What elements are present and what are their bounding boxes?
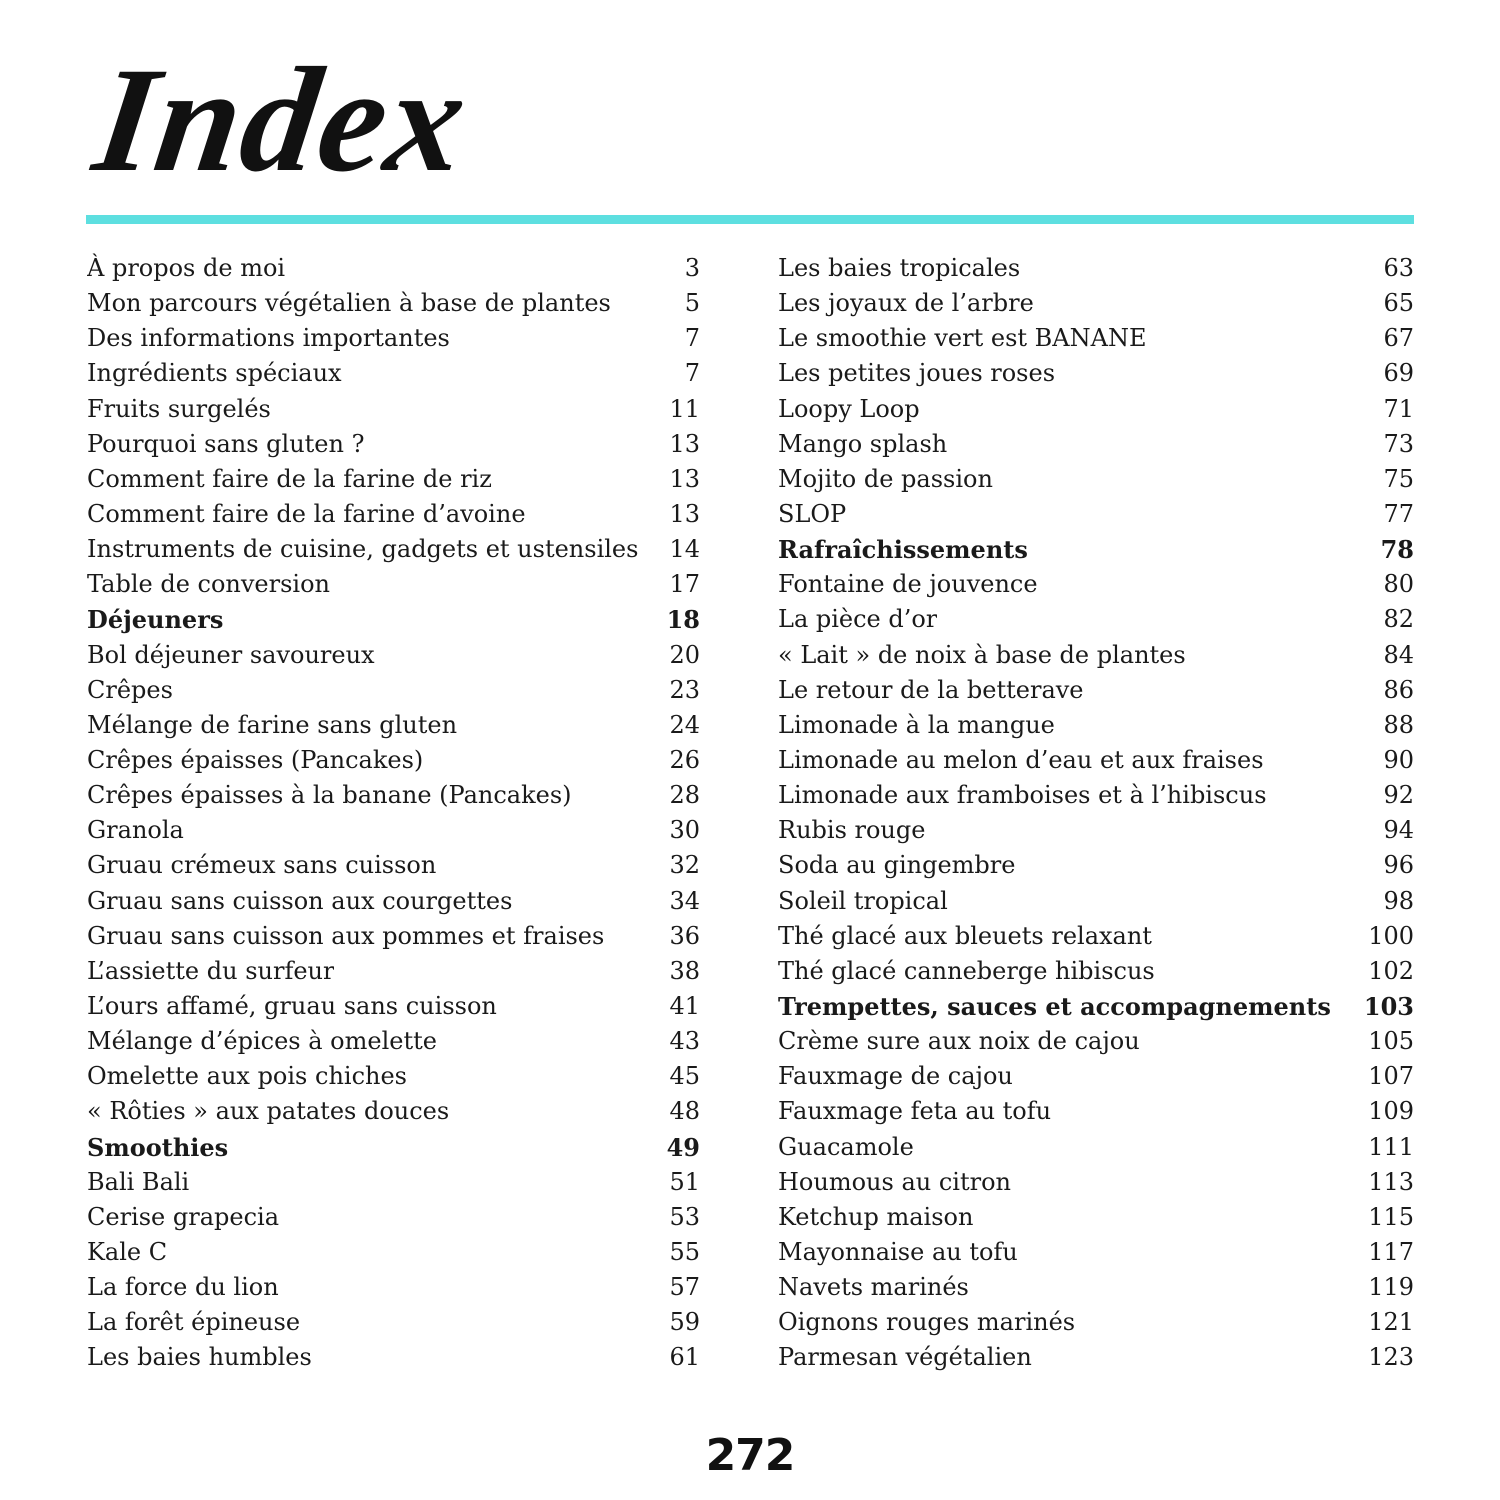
entry-page-number: 71 bbox=[1383, 394, 1414, 423]
index-entry bbox=[778, 1305, 1414, 1340]
entry-page-number: 80 bbox=[1383, 570, 1414, 599]
entry-page-number: 28 bbox=[669, 781, 700, 810]
entry-page-number: 20 bbox=[669, 640, 700, 669]
index-entry bbox=[87, 708, 700, 743]
entry-label: Mélange de farine sans gluten bbox=[87, 710, 458, 739]
entry-label: Fauxmage de cajou bbox=[778, 1062, 1013, 1091]
entry-page-number: 123 bbox=[1368, 1343, 1414, 1372]
entry-label: Gruau crémeux sans cuisson bbox=[87, 851, 437, 880]
entry-label: Thé glacé canneberge hibiscus bbox=[778, 956, 1155, 985]
entry-page-number: 107 bbox=[1368, 1062, 1414, 1091]
entry-page-number: 7 bbox=[684, 324, 700, 353]
index-entry bbox=[87, 813, 700, 848]
entry-page-number: 105 bbox=[1368, 1027, 1414, 1056]
page-number: 272 bbox=[705, 1430, 795, 1481]
index-entry bbox=[778, 638, 1414, 673]
entry-label: Les baies humbles bbox=[87, 1343, 312, 1372]
entry-label: Les petites joues roses bbox=[778, 359, 1056, 388]
entry-label: Oignons rouges marinés bbox=[778, 1308, 1076, 1337]
index-column-right bbox=[778, 251, 1414, 1376]
entry-page-number: 61 bbox=[669, 1343, 700, 1372]
entry-page-number: 57 bbox=[669, 1273, 700, 1302]
index-entry bbox=[778, 743, 1414, 778]
entry-page-number: 73 bbox=[1383, 429, 1414, 458]
entry-page-number: 53 bbox=[669, 1202, 700, 1231]
entry-label: Les joyaux de l’arbre bbox=[778, 289, 1034, 318]
index-entry bbox=[87, 1059, 700, 1094]
entry-page-number: 84 bbox=[1383, 640, 1414, 669]
entry-page-number: 41 bbox=[669, 991, 700, 1020]
entry-label: Le retour de la betterave bbox=[778, 675, 1084, 704]
index-entry bbox=[87, 778, 700, 813]
entry-page-number: 24 bbox=[669, 710, 700, 739]
entry-page-number: 88 bbox=[1383, 710, 1414, 739]
entry-label: Des informations importantes bbox=[87, 324, 450, 353]
index-entry bbox=[87, 1270, 700, 1305]
entry-label: Comment faire de la farine d’avoine bbox=[87, 499, 526, 528]
entry-page-number: 18 bbox=[666, 605, 700, 635]
index-section-heading bbox=[87, 1130, 700, 1165]
entry-label: Crêpes épaisses (Pancakes) bbox=[87, 745, 424, 774]
entry-page-number: 65 bbox=[1383, 289, 1414, 318]
index-entry bbox=[87, 356, 700, 391]
page-title: Index bbox=[85, 37, 478, 203]
index-entry bbox=[778, 462, 1414, 497]
index-entry bbox=[778, 708, 1414, 743]
index-entry bbox=[87, 638, 700, 673]
title-divider bbox=[86, 215, 1414, 224]
entry-page-number: 90 bbox=[1383, 745, 1414, 774]
entry-label: Omelette aux pois chiches bbox=[87, 1062, 407, 1091]
entry-page-number: 32 bbox=[669, 851, 700, 880]
index-entry bbox=[778, 1024, 1414, 1059]
entry-label: Limonade aux framboises et à l’hibiscus bbox=[778, 781, 1267, 810]
entry-page-number: 38 bbox=[669, 956, 700, 985]
entry-page-number: 121 bbox=[1368, 1308, 1414, 1337]
entry-label: Houmous au citron bbox=[778, 1167, 1011, 1196]
index-entry bbox=[87, 673, 700, 708]
entry-label: La force du lion bbox=[87, 1273, 279, 1302]
index-entry bbox=[778, 884, 1414, 919]
index-entry bbox=[778, 567, 1414, 602]
entry-label: Loopy Loop bbox=[778, 394, 920, 423]
entry-label: Guacamole bbox=[778, 1132, 914, 1161]
index-entry bbox=[87, 532, 700, 567]
index-entry bbox=[87, 427, 700, 462]
entry-page-number: 94 bbox=[1383, 816, 1414, 845]
index-entry bbox=[87, 567, 700, 602]
entry-label: Navets marinés bbox=[778, 1273, 969, 1302]
entry-page-number: 5 bbox=[684, 289, 700, 318]
index-entry bbox=[87, 954, 700, 989]
index-section-heading bbox=[87, 602, 700, 637]
entry-page-number: 119 bbox=[1368, 1273, 1414, 1302]
entry-page-number: 109 bbox=[1368, 1097, 1414, 1126]
index-entry bbox=[87, 743, 700, 778]
index-entry bbox=[778, 1130, 1414, 1165]
entry-page-number: 13 bbox=[669, 429, 700, 458]
index-entry bbox=[778, 1270, 1414, 1305]
entry-label: Mon parcours végétalien à base de plantes bbox=[87, 289, 611, 318]
index-entry bbox=[87, 848, 700, 883]
entry-page-number: 34 bbox=[669, 886, 700, 915]
entry-label: Pourquoi sans gluten ? bbox=[87, 429, 365, 458]
index-entry bbox=[778, 392, 1414, 427]
index-entry bbox=[778, 497, 1414, 532]
entry-label: Gruau sans cuisson aux courgettes bbox=[87, 886, 513, 915]
entry-page-number: 102 bbox=[1368, 956, 1414, 985]
index-entry bbox=[778, 848, 1414, 883]
entry-page-number: 26 bbox=[669, 745, 700, 774]
index-entry bbox=[87, 884, 700, 919]
index-column-left bbox=[87, 251, 700, 1376]
index-entry bbox=[87, 1305, 700, 1340]
index-entry bbox=[778, 1059, 1414, 1094]
entry-label: « Rôties » aux patates douces bbox=[87, 1097, 450, 1126]
entry-label: Les baies tropicales bbox=[778, 254, 1021, 282]
entry-label: Fontaine de jouvence bbox=[778, 570, 1038, 599]
entry-label: Parmesan végétalien bbox=[778, 1343, 1032, 1372]
entry-label: Fauxmage feta au tofu bbox=[778, 1097, 1052, 1126]
entry-page-number: 77 bbox=[1383, 499, 1414, 528]
index-entry bbox=[87, 1165, 700, 1200]
entry-label: « Lait » de noix à base de plantes bbox=[778, 640, 1186, 669]
entry-label: La forêt épineuse bbox=[87, 1308, 301, 1337]
entry-label: Mélange d’épices à omelette bbox=[87, 1027, 437, 1056]
index-entry bbox=[778, 673, 1414, 708]
entry-page-number: 92 bbox=[1383, 781, 1414, 810]
index-entry bbox=[87, 321, 700, 356]
entry-page-number: 63 bbox=[1383, 254, 1414, 282]
entry-page-number: 17 bbox=[669, 570, 700, 599]
entry-label: Table de conversion bbox=[87, 570, 330, 599]
entry-label: Mojito de passion bbox=[778, 464, 993, 493]
index-entry bbox=[87, 989, 700, 1024]
index-entry bbox=[87, 1235, 700, 1270]
entry-page-number: 11 bbox=[669, 394, 700, 423]
entry-label: Crème sure aux noix de cajou bbox=[778, 1027, 1140, 1056]
entry-page-number: 13 bbox=[669, 499, 700, 528]
index-entry bbox=[778, 813, 1414, 848]
index-entry bbox=[87, 392, 700, 427]
entry-page-number: 48 bbox=[669, 1097, 700, 1126]
entry-label: Rubis rouge bbox=[778, 816, 926, 845]
index-entry bbox=[87, 1024, 700, 1059]
entry-label: Mayonnaise au tofu bbox=[778, 1237, 1018, 1266]
entry-page-number: 55 bbox=[669, 1237, 700, 1266]
entry-page-number: 49 bbox=[666, 1132, 700, 1162]
entry-label: Bali Bali bbox=[87, 1167, 190, 1196]
entry-label: La pièce d’or bbox=[778, 605, 938, 634]
entry-label: Soda au gingembre bbox=[778, 851, 1016, 880]
index-entry bbox=[778, 602, 1414, 637]
index-entry bbox=[778, 356, 1414, 391]
entry-label: Crêpes bbox=[87, 675, 173, 704]
entry-label: Limonade à la mangue bbox=[778, 710, 1055, 739]
index-entry bbox=[778, 251, 1414, 286]
entry-page-number: 36 bbox=[669, 921, 700, 950]
index-entry bbox=[87, 1094, 700, 1129]
index-entry bbox=[778, 1094, 1414, 1129]
entry-page-number: 98 bbox=[1383, 886, 1414, 915]
entry-label: Instruments de cuisine, gadgets et ustensiles bbox=[87, 535, 639, 564]
entry-label: Ingrédients spéciaux bbox=[87, 359, 342, 388]
entry-label: Ketchup maison bbox=[778, 1202, 974, 1231]
index-section-heading bbox=[778, 532, 1414, 567]
entry-page-number: 86 bbox=[1383, 675, 1414, 704]
entry-label: Comment faire de la farine de riz bbox=[87, 464, 492, 493]
entry-label: Limonade au melon d’eau et aux fraises bbox=[778, 745, 1264, 774]
index-entry bbox=[87, 497, 700, 532]
entry-label: Le smoothie vert est BANANE bbox=[778, 324, 1147, 353]
entry-page-number: 96 bbox=[1383, 851, 1414, 880]
entry-label: Smoothies bbox=[87, 1132, 229, 1162]
entry-page-number: 67 bbox=[1383, 324, 1414, 353]
entry-label: Mango splash bbox=[778, 429, 948, 458]
entry-label: Crêpes épaisses à la banane (Pancakes) bbox=[87, 781, 572, 810]
entry-label: L’assiette du surfeur bbox=[87, 956, 335, 985]
index-entry bbox=[778, 1235, 1414, 1270]
entry-page-number: 30 bbox=[669, 816, 700, 845]
index-entry bbox=[87, 251, 700, 286]
entry-page-number: 75 bbox=[1383, 464, 1414, 493]
entry-label: Bol déjeuner savoureux bbox=[87, 640, 375, 669]
entry-label: Granola bbox=[87, 816, 184, 845]
index-entry bbox=[778, 427, 1414, 462]
entry-page-number: 3 bbox=[684, 254, 700, 282]
entry-label: SLOP bbox=[778, 499, 847, 528]
entry-page-number: 78 bbox=[1380, 535, 1414, 565]
entry-page-number: 13 bbox=[669, 464, 700, 493]
entry-label: Cerise grapecia bbox=[87, 1202, 279, 1231]
entry-page-number: 45 bbox=[669, 1062, 700, 1091]
entry-page-number: 7 bbox=[684, 359, 700, 388]
index-entry bbox=[778, 1200, 1414, 1235]
index-entry bbox=[778, 954, 1414, 989]
entry-page-number: 69 bbox=[1383, 359, 1414, 388]
entry-label: Rafraîchissements bbox=[778, 535, 1028, 565]
index-entry bbox=[778, 778, 1414, 813]
index-entry bbox=[87, 286, 700, 321]
entry-label: Thé glacé aux bleuets relaxant bbox=[778, 921, 1152, 950]
index-entry bbox=[87, 1340, 700, 1375]
entry-page-number: 113 bbox=[1368, 1167, 1414, 1196]
entry-page-number: 115 bbox=[1368, 1202, 1414, 1231]
entry-page-number: 111 bbox=[1368, 1132, 1414, 1161]
entry-page-number: 51 bbox=[669, 1167, 700, 1196]
entry-label: L’ours affamé, gruau sans cuisson bbox=[87, 991, 497, 1020]
entry-label: Kale C bbox=[87, 1237, 168, 1266]
index-entry bbox=[778, 919, 1414, 954]
entry-page-number: 117 bbox=[1368, 1237, 1414, 1266]
entry-page-number: 59 bbox=[669, 1308, 700, 1337]
entry-page-number: 14 bbox=[669, 535, 700, 564]
entry-label: À propos de moi bbox=[87, 254, 286, 282]
entry-page-number: 100 bbox=[1368, 921, 1414, 950]
index-entry bbox=[87, 462, 700, 497]
entry-page-number: 43 bbox=[669, 1027, 700, 1056]
entry-label: Soleil tropical bbox=[778, 886, 948, 915]
entry-label: Gruau sans cuisson aux pommes et fraises bbox=[87, 921, 605, 950]
entry-page-number: 82 bbox=[1383, 605, 1414, 634]
entry-page-number: 103 bbox=[1363, 991, 1414, 1021]
index-entry bbox=[778, 286, 1414, 321]
index-entry bbox=[778, 1165, 1414, 1200]
entry-label: Fruits surgelés bbox=[87, 394, 271, 423]
entry-label: Trempettes, sauces et accompagnements bbox=[778, 991, 1331, 1021]
entry-page-number: 23 bbox=[669, 675, 700, 704]
index-entry bbox=[87, 919, 700, 954]
index-entry bbox=[778, 321, 1414, 356]
entry-label: Déjeuners bbox=[87, 605, 224, 635]
index-entry bbox=[778, 1340, 1414, 1375]
index-entry bbox=[87, 1200, 700, 1235]
index-section-heading bbox=[778, 989, 1414, 1024]
